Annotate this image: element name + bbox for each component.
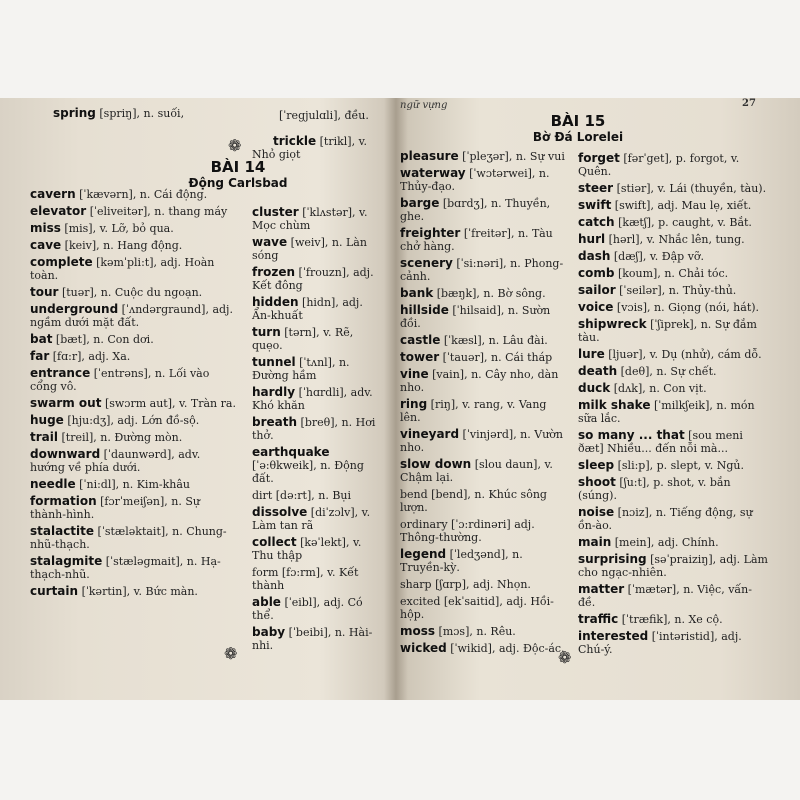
- vocab-entry: [578, 506, 768, 532]
- vocab-definition: [diˈzɔlv], v. Làm tan rã: [252, 506, 374, 532]
- vocab-entry: [578, 301, 768, 314]
- vocab-word: shipwreck: [578, 317, 647, 331]
- vocab-word: swarm out: [30, 396, 102, 410]
- vocab-word: voice: [578, 300, 614, 314]
- vocab-definition: [ˈwɔtərwei], n. Thủy-đạo.: [400, 167, 554, 193]
- vocab-entry: [252, 446, 378, 485]
- vocab-definition: dirt [də:rt], n. Bụi: [252, 489, 352, 502]
- vocab-word: barge: [400, 196, 440, 210]
- vocab-definition: [fərˈget], p. forgot, v. Quên.: [578, 152, 743, 178]
- vocab-word: swift: [578, 198, 612, 212]
- vocab-word: earthquake: [252, 445, 330, 459]
- vocab-definition: [ˈintəristid], adj. Chú-ý.: [578, 630, 746, 656]
- vocab-definition: [ˈledʒənd], n. Truyền-kỳ.: [400, 548, 527, 574]
- vocab-word: breath: [252, 415, 298, 429]
- vocab-word: surprising: [578, 552, 647, 566]
- vocab-word: dash: [578, 249, 611, 263]
- vocab-definition: [ˈni:dl], n. Kim-khâu: [75, 478, 190, 491]
- lesson-subtitle: Động Carlsbad: [188, 176, 288, 190]
- top-fragment: [ˈregjulɑli], đều.: [278, 109, 369, 122]
- vocab-definition: [hərl], v. Nhắc lên, tung.: [605, 233, 745, 246]
- vocab-definition: [ˈmilkʃeik], n. món sữa lắc.: [578, 399, 759, 425]
- vocab-definition: [bæt], n. Con dơi.: [52, 333, 154, 346]
- vocab-word: freighter: [400, 226, 461, 240]
- vocab-definition: [ˈkərtin], v. Bức màn.: [78, 585, 198, 598]
- vocab-entry: [400, 488, 568, 514]
- vocab-entry: [578, 399, 768, 425]
- vocab-entry: [30, 414, 236, 427]
- vocab-word: pleasure: [400, 149, 459, 163]
- vocab-word: main: [578, 535, 612, 549]
- vocab-word: dissolve: [252, 505, 308, 519]
- vocab-entry: [252, 206, 378, 232]
- vocab-definition: [sli:p], p. slept, v. Ngủ.: [614, 459, 744, 472]
- vocab-word: shoot: [578, 475, 616, 489]
- vocab-word: interested: [578, 629, 649, 643]
- vocab-definition: [koum], n. Chải tóc.: [614, 267, 729, 280]
- vocab-definition: [tuər], n. Cuộc du ngoạn.: [58, 286, 203, 299]
- vocab-definition: [nɔiz], n. Tiếng động, sự ồn-ào.: [578, 506, 757, 532]
- vocab-entry: [30, 448, 236, 474]
- vocab-entry: [578, 552, 772, 579]
- vocab-definition: [ˈvinjərd], n. Vườn nho.: [400, 428, 567, 454]
- vocab-word: vineyard: [400, 427, 460, 441]
- vocab-definition: bend [bend], n. Khúc sông lượn.: [400, 488, 551, 514]
- vocab-word: turn: [252, 325, 281, 339]
- vocab-entry: [400, 287, 568, 300]
- vocab-word: elevator: [30, 204, 87, 218]
- vocab-definition: [ˈhilsaid], n. Sườn đồi.: [400, 304, 554, 330]
- vocab-definition: [keiv], n. Hang động.: [61, 239, 183, 252]
- vocab-word: cavern: [30, 187, 76, 201]
- vocab-definition: [ˈə:θkweik], n. Động đất.: [252, 446, 368, 485]
- vocab-word: moss: [400, 624, 436, 638]
- vocab-entry: [30, 239, 236, 252]
- vocab-definition: [fɔrˈmeiʃən], n. Sự thành-hình.: [30, 495, 204, 521]
- vocab-word: collect: [252, 535, 297, 549]
- vocab-word: hillside: [400, 303, 449, 317]
- vocab-word: complete: [30, 255, 93, 269]
- vocab-definition: [ˈdaunwərd], adv. hướng về phía dưới.: [30, 448, 204, 474]
- vocab-definition: [sou meni ðæt] Nhiều... đến nỗi mà...: [578, 429, 747, 455]
- vocab-entry: [252, 326, 378, 352]
- vocab-definition: [ˈfreitər], n. Tàu chở hàng.: [400, 227, 557, 253]
- vocab-definition: excited [ekˈsaitid], adj. Hồi-hộp.: [400, 595, 554, 621]
- vocab-entry: [578, 284, 768, 297]
- vocab-entry: [400, 167, 568, 193]
- vocab-entry: [400, 458, 568, 484]
- vocab-definition: [slou daun], v. Chậm lại.: [400, 458, 557, 484]
- vocab-entry: [30, 286, 236, 299]
- vocab-entry: [578, 583, 768, 609]
- vocab-entry: [252, 596, 378, 622]
- vocab-definition: [ˈwikid], adj. Độc-ác.: [446, 642, 565, 655]
- vocab-word: hidden: [252, 295, 299, 309]
- vocab-word: able: [252, 595, 281, 609]
- vocab-entry: [30, 333, 236, 346]
- lesson-subtitle: Bờ Đá Lorelei: [532, 130, 624, 144]
- vocab-definition: [stiər], v. Lái (thuyền, tàu).: [613, 182, 767, 195]
- vocab-definition: [kəmˈpli:t], adj. Hoàn toàn.: [30, 256, 218, 282]
- vocab-word: tunnel: [252, 355, 296, 369]
- vocab-word: steer: [578, 181, 614, 195]
- vocab-word: downward: [30, 447, 101, 461]
- vocab-word: bank: [400, 286, 434, 300]
- vocab-definition: [kætʃ], p. caught, v. Bắt.: [614, 216, 752, 229]
- vocab-entry: [400, 595, 568, 621]
- vocab-entry: [578, 459, 768, 472]
- vocab-word: entrance: [30, 366, 91, 380]
- vocab-word: sailor: [578, 283, 616, 297]
- vocab-entry: [400, 351, 568, 364]
- vocab-word: comb: [578, 266, 615, 280]
- vocab-entry: [30, 478, 236, 491]
- vocab-entry: [400, 398, 568, 424]
- vocab-definition: [bɑrdʒ], n. Thuyền, ghe.: [400, 197, 554, 223]
- vocab-entry: [252, 296, 378, 322]
- vocab-entry: [578, 182, 768, 195]
- vocab-definition: [dʌk], n. Con vịt.: [610, 382, 707, 395]
- vocab-entry: [252, 266, 378, 292]
- ornament-icon: ❁: [558, 648, 572, 667]
- vocab-word: lure: [578, 347, 605, 361]
- vocab-entry: [252, 489, 378, 502]
- vocab-definition: [swɔrm aut], v. Tràn ra.: [101, 397, 236, 410]
- vocab-entry: [578, 476, 768, 502]
- open-book: [0, 98, 800, 700]
- vocab-entry: [252, 356, 378, 382]
- vocab-definition: [vɔis], n. Giọng (nói, hát).: [613, 301, 760, 314]
- vocab-definition: [ˈentrəns], n. Lối vào cổng vô.: [30, 367, 213, 393]
- vocab-entry: [578, 348, 768, 361]
- vocab-word: matter: [578, 582, 625, 596]
- vocab-definition: ordinary [ˈɔ:rdinəri] adj. Thông-thường.: [400, 518, 539, 544]
- vocab-definition: [ˈʌndərgraund], adj. ngầm dưới mặt đất.: [30, 303, 237, 329]
- vocab-entry: [578, 318, 768, 344]
- vocab-entry: [30, 188, 236, 201]
- vocab-entry: [252, 386, 378, 412]
- vocab-definition: [hidn], adj. Ẩn-khuất: [252, 296, 367, 322]
- vocab-entry: [578, 216, 768, 229]
- vocab-word: frozen: [252, 265, 296, 279]
- vocab-word: trail: [30, 430, 58, 444]
- right-page: [398, 98, 770, 700]
- vocab-entry: [400, 227, 568, 253]
- vocab-definition: [ˈstæləktait], n. Chung-nhũ-thạch.: [30, 525, 227, 551]
- vocab-entry: [400, 257, 568, 283]
- vocab-definition: [dæʃ], v. Đập vỡ.: [610, 250, 705, 263]
- vocab-definition: [ˈsi:nəri], n. Phong-cảnh.: [400, 257, 564, 283]
- vocab-word: hurl: [578, 232, 606, 246]
- vocab-entry: [30, 205, 236, 218]
- vocab-entry: [30, 431, 236, 444]
- vocab-definition: [mis], v. Lỡ, bỏ qua.: [60, 222, 174, 235]
- vocab-definition: [ˈkævərn], n. Cái động.: [75, 188, 208, 201]
- vocab-definition: [ˈbeibi], n. Hài-nhi.: [252, 626, 373, 652]
- vocab-word: formation: [30, 494, 97, 508]
- vocab-definition: [ljuər], v. Dụ (nhử), cám dỗ.: [604, 348, 762, 361]
- vocab-word: forget: [578, 151, 620, 165]
- vocab-word: curtain: [30, 584, 79, 598]
- vocab-definition: [swift], adj. Mau lẹ, xiết.: [611, 199, 752, 212]
- vocab-word: noise: [578, 505, 615, 519]
- vocab-definition: [breθ], n. Hơi thở.: [252, 416, 379, 442]
- lesson-title: BÀI 14: [210, 158, 266, 176]
- vocab-definition: sharp [ʃɑrp], adj. Nhọn.: [400, 578, 531, 591]
- vocab-entry: [578, 267, 768, 280]
- vocab-entry: [578, 152, 768, 178]
- vocab-word: duck: [578, 381, 611, 395]
- vocab-entry: [400, 548, 568, 574]
- vocab-entry: [252, 506, 378, 532]
- vocab-definition: [vain], n. Cây nho, dàn nho.: [400, 368, 562, 394]
- vocab-word: traffic: [578, 612, 619, 626]
- vocab-definition: [ˈkæsl], n. Lâu đài.: [440, 334, 548, 347]
- vocab-entry: [578, 613, 768, 626]
- vocab-definition: [ˈʃiprek], n. Sự đắm tàu.: [578, 318, 761, 344]
- vocab-definition: [mɔs], n. Rêu.: [435, 625, 516, 638]
- vocab-word: stalactite: [30, 524, 95, 538]
- vocab-word: wicked: [400, 641, 447, 655]
- vocab-entry: [30, 555, 236, 581]
- top-fragment: spring [spriŋ], n. suối,: [52, 106, 185, 120]
- vocab-definition: [bæŋk], n. Bờ sông.: [433, 287, 546, 300]
- vocab-entry: [578, 382, 768, 395]
- vocab-entry: [400, 642, 568, 655]
- vocab-entry: [252, 566, 378, 592]
- vocab-definition: [ˈklʌstər], v. Mọc chùm: [252, 206, 371, 232]
- vocab-entry: [252, 536, 378, 562]
- vocab-word: milk shake: [578, 398, 651, 412]
- vocab-definition: [riŋ], v. rang, v. Vang lên.: [400, 398, 550, 424]
- vocab-entry: [578, 250, 768, 263]
- vocab-definition: [deθ], n. Sự chết.: [617, 365, 717, 378]
- vocab-definition: [ˈfrouzn], adj. Kết đông: [252, 266, 378, 292]
- vocab-word: cave: [30, 238, 62, 252]
- vocab-entry: [252, 236, 378, 262]
- lesson-title: BÀI 15: [550, 112, 606, 130]
- vocab-entry: [252, 626, 378, 652]
- vocab-word: slow down: [400, 457, 472, 471]
- vocab-entry: [578, 630, 768, 656]
- vocab-column-2: [250, 98, 380, 700]
- vocab-entry: [400, 334, 568, 347]
- vocab-definition: [ˈtʌnl], n. Đường hầm: [252, 356, 354, 382]
- vocab-word: so many ... that: [578, 428, 685, 442]
- vocab-definition: [mein], adj. Chính.: [611, 536, 719, 549]
- vocab-entry: [30, 495, 236, 521]
- vocab-word: wave: [252, 235, 288, 249]
- vocab-definition: [ˈstæləgmait], n. Hạ-thạch-nhũ.: [30, 555, 221, 581]
- vocab-entry: [400, 578, 568, 591]
- vocab-word: sleep: [578, 458, 615, 472]
- vocab-word: baby: [252, 625, 286, 639]
- vocab-definition: [ˈeliveitər], n. thang máy: [86, 205, 228, 218]
- vocab-definition: [ˈseilər], n. Thủy-thủ.: [615, 284, 737, 297]
- vocab-word: castle: [400, 333, 441, 347]
- vocab-word: hardly: [252, 385, 296, 399]
- top-fragment: trickle [trikl], v. Nhỏ giọt: [252, 134, 371, 161]
- vocab-entry: [252, 416, 378, 442]
- vocab-word: catch: [578, 215, 615, 229]
- vocab-entry: [30, 222, 236, 235]
- vocab-word: ring: [400, 397, 428, 411]
- vocab-entry: [578, 233, 768, 246]
- vocab-definition: [ˈmætər], n. Việc, vấn-đề.: [578, 583, 752, 609]
- vocab-definition: [fɑ:r], adj. Xa.: [49, 350, 131, 363]
- page-number: 27: [742, 98, 756, 109]
- vocab-word: underground: [30, 302, 119, 316]
- vocab-entry: [578, 365, 768, 378]
- vocab-definition: [treil], n. Đường mòn.: [57, 431, 183, 444]
- vocab-definition: [ˈpleʒər], n. Sự vui: [458, 150, 565, 163]
- vocab-entry: [578, 199, 768, 212]
- vocab-entry: [30, 350, 236, 363]
- vocab-entry: [30, 256, 236, 282]
- vocab-definition: [ˈhɑrdli], adv. Khó khăn: [252, 386, 377, 412]
- vocab-definition: [ˈtauər], n. Cái tháp: [439, 351, 553, 364]
- vocab-definition: [weiv], n. Làn sóng: [252, 236, 371, 262]
- vocab-entry: [30, 397, 236, 410]
- vocab-entry: [400, 150, 568, 163]
- vocab-column-1: [398, 98, 570, 700]
- ornament-icon: ❁: [228, 136, 242, 155]
- vocab-word: vine: [400, 367, 429, 381]
- vocab-definition: form [fɔ:rm], v. Kết thành: [252, 566, 362, 592]
- vocab-word: needle: [30, 477, 76, 491]
- vocab-entry: [400, 304, 568, 330]
- vocab-word: huge: [30, 413, 64, 427]
- vocab-entry: [400, 368, 568, 394]
- left-page: [28, 98, 380, 700]
- vocab-definition: [ˈtræfik], n. Xe cộ.: [618, 613, 723, 626]
- vocab-word: waterway: [400, 166, 466, 180]
- vocab-word: cluster: [252, 205, 299, 219]
- vocab-definition: [hju:dʒ], adj. Lớn đồ-sộ.: [63, 414, 200, 427]
- vocab-entry: [578, 429, 768, 455]
- vocab-entry: [400, 625, 568, 638]
- vocab-definition: [ʃu:t], p. shot, v. bắn (súng).: [578, 476, 735, 502]
- vocab-word: bat: [30, 332, 53, 346]
- vocab-word: legend: [400, 547, 447, 561]
- vocab-word: stalagmite: [30, 554, 103, 568]
- vocab-definition: [tərn], v. Rẽ, quẹo.: [252, 326, 357, 352]
- vocab-word: death: [578, 364, 618, 378]
- vocab-word: tour: [30, 285, 59, 299]
- vocab-entry: [400, 518, 568, 544]
- vocab-entry: [400, 197, 568, 223]
- vocab-word: far: [30, 349, 50, 363]
- vocab-entry: [30, 585, 236, 598]
- vocab-word: tower: [400, 350, 440, 364]
- vocab-word: miss: [30, 221, 61, 235]
- running-head: ngữ vựng: [400, 100, 448, 111]
- vocab-definition: [səˈpraiziŋ], adj. Làm cho ngạc-nhiên.: [578, 553, 772, 579]
- vocab-entry: [30, 303, 236, 329]
- vocab-column-2: [576, 98, 770, 700]
- vocab-word: scenery: [400, 256, 453, 270]
- vocab-definition: [kəˈlekt], v. Thu thập: [252, 536, 365, 562]
- vocab-column-1: [28, 98, 238, 700]
- ornament-icon: ❁: [224, 644, 238, 663]
- vocab-definition: [ˈeibl], adj. Có thể.: [252, 596, 367, 622]
- vocab-entry: [578, 536, 768, 549]
- vocab-entry: [400, 428, 568, 454]
- vocab-entry: [30, 367, 236, 393]
- vocab-entry: [30, 525, 236, 551]
